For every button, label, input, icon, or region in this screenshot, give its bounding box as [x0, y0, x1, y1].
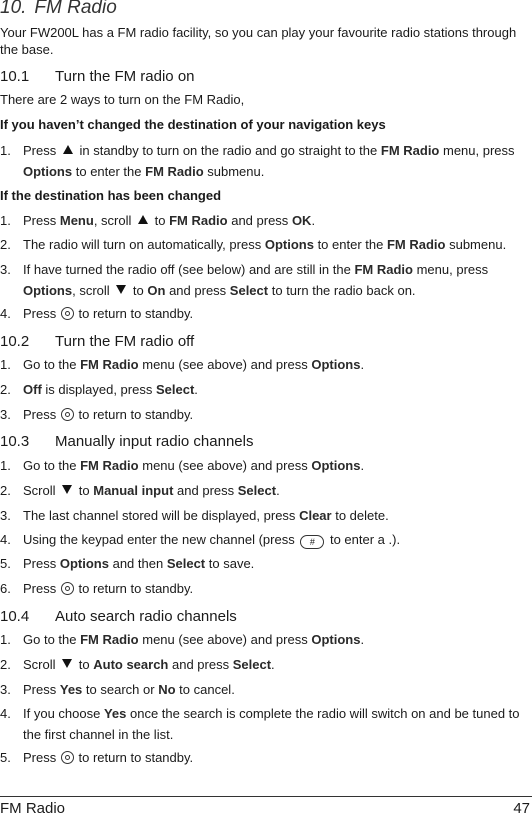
power-key-icon [61, 307, 74, 320]
section-heading-10-2: 10.2 Turn the FM radio off [0, 333, 195, 350]
footer-section-name: FM Radio [0, 800, 66, 817]
down-arrow-icon [116, 285, 126, 294]
manual-page: 10. FM Radio Your FW200L has a FM radio facility, so you can play your favourite radio stations through the base. 10.1 Turn the FM radio on There are 2 ways to turn on the FM Radio, If you haven’t changed the destination of your navigation keys 1. Press in standby to turn on the radio and go straight to the FM Radio menu, press Options to enter the FM Radio submenu. If the destination has been changed 1. Press Menu, scroll to FM Radio and press OK. 2. The radio will turn on automatically, press Options to enter the FM Radio submenu. 3. If have turned the radio off (see below) and are still in the FM Radio menu, press Options, scroll to On and press Select to turn the radio back on. 4. Press to return to standby. 10.2 Turn the FM radio off 1. Go to the FM Radio menu (see above) and press Options. 2. Off is displayed, press Select. 3. Press to return to standby. 10.3 Manually input radio channels 1. Go to the FM Radio menu (see above) and press Options. 2. Scroll to Manual input and press Select. 3. The last channel stored will be displayed, press Clear to delete. 4. Using the keypad enter the new channel (press # to enter a .). 5. Press Options and then Select to save. 6. Press to return to standby. 10.4 Auto search radio channels 1. Go to the FM Radio menu (see above) and press Options. 2. Scroll to Auto search and press Select. 3. Press Yes to search or No to cancel. 4. If you choose Yes once the search is complete the radio will switch on and be tuned to the first channel in the list. 5. Press to return to standby. FM Radio 47 [0, 0, 532, 817]
power-key-icon [61, 751, 74, 764]
up-arrow-icon [138, 215, 148, 224]
down-arrow-icon [62, 485, 72, 494]
chapter-title: 10. FM Radio [0, 0, 117, 18]
section-heading-10-1: 10.1 Turn the FM radio on [0, 68, 195, 85]
power-key-icon [61, 408, 74, 421]
hash-key-icon: # [300, 535, 324, 549]
section-heading-10-4: 10.4 Auto search radio channels [0, 608, 237, 625]
page-number: 47 [513, 800, 530, 817]
section-para: There are 2 ways to turn on the FM Radio, [0, 92, 245, 107]
power-key-icon [61, 582, 74, 595]
up-arrow-icon [63, 145, 73, 154]
section-heading-10-3: 10.3 Manually input radio channels [0, 433, 254, 450]
footer-divider [0, 796, 532, 797]
subheading-destination-changed: If the destination has been changed [0, 188, 222, 203]
intro-paragraph: Your FW200L has a FM radio facility, so you can play your favourite radio stations through the base. [0, 25, 517, 57]
subheading-default-keys: If you haven’t changed the destination of your navigation keys [0, 117, 386, 132]
down-arrow-icon [62, 659, 72, 668]
